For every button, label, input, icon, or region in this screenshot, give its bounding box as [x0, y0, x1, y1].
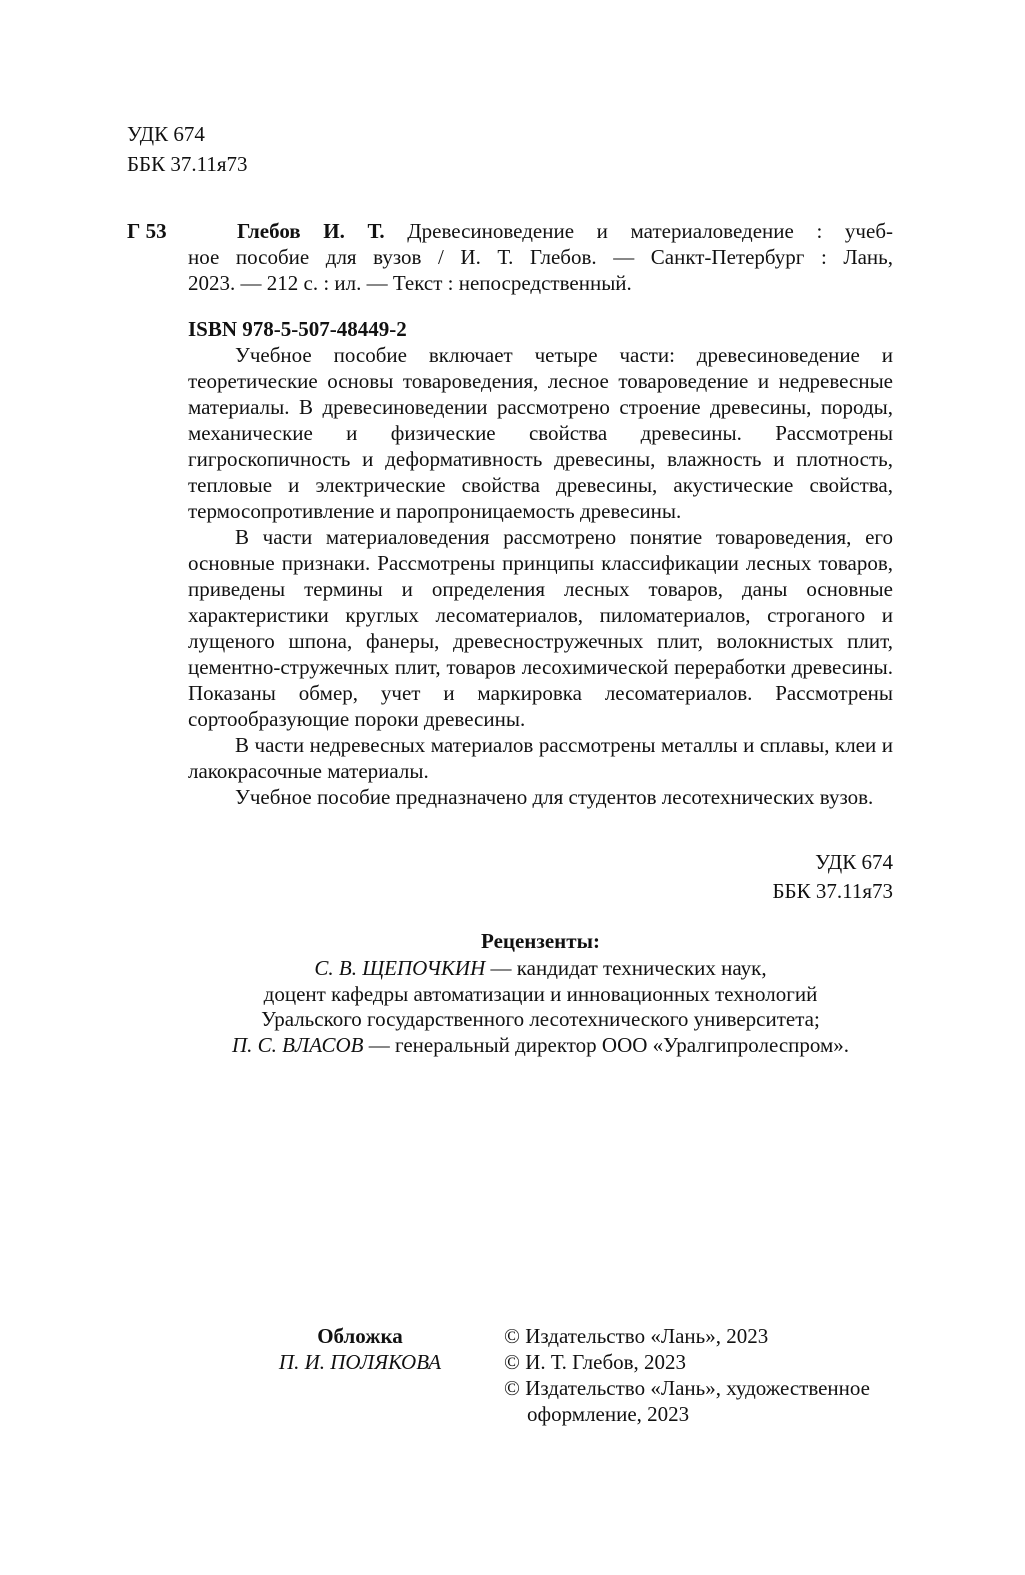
- bib-title: Древесиноведение и материаловедение : учеб-: [407, 219, 893, 243]
- udk-code: УДК 674: [127, 122, 205, 146]
- bib-author: Глебов И. Т.: [237, 219, 385, 243]
- isbn: ISBN 978-5-507-48449-2: [188, 317, 407, 341]
- reviewer-1-line-3: Уральского государственного лесотехнического университета;: [261, 1007, 820, 1031]
- abstract-paragraph-4: Учебное пособие предназначено для студентов лесотехнических вузов.: [235, 785, 874, 809]
- reviewer-1-role: — кандидат технических наук,: [485, 956, 767, 980]
- bbk-code-right: ББК 37.11я73: [772, 879, 893, 903]
- udk-code-right: УДК 674: [815, 850, 893, 874]
- reviewer-2-name: П. С. ВЛАСОВ: [231, 1033, 364, 1057]
- author-sign: Г 53: [127, 219, 167, 243]
- copyright-author: © И. Т. Глебов, 2023: [504, 1350, 687, 1374]
- copyright-publisher: © Издательство «Лань», 2023: [504, 1324, 769, 1348]
- abstract-paragraph-1: Учебное пособие включает четыре части: древесиноведение и теоретические основы товароведения, лесное товароведение и недревесные материалы. В древесиноведении рассмотрено строение древесины, породы, механические и физические свойства древесины. Рассмотрены гигроскопичность и деформативность древесины, влажность и плотность, тепловые и электрические свойства древесины, акустические свойства, термосопротивление и паропроницаемость древесины.: [188, 343, 893, 523]
- bib-line-1: [237, 218, 893, 244]
- abstract-paragraph-3: В части недревесных материалов рассмотрены металлы и сплавы, клеи и лакокрасочные материалы.: [188, 733, 893, 783]
- bib-line-3: 2023. — 212 с. : ил. — Текст : непосредственный.: [188, 271, 632, 295]
- bib-line-2: ное пособие для вузов / И. Т. Глебов. — Санкт-Петербург : Лань,: [188, 245, 893, 269]
- abstract: [188, 342, 893, 810]
- copyright-design-line-2: оформление, 2023: [527, 1402, 690, 1426]
- reviewer-1-line-1: [188, 955, 893, 981]
- reviewer-2-role: — генеральный директор ООО «Уралгипролеспром».: [363, 1033, 850, 1057]
- reviewers-heading: Рецензенты:: [481, 929, 600, 953]
- abstract-paragraph-2: В части материаловедения рассмотрено понятие товароведения, его основные признаки. Рассмотрены принципы классификации лесных товаров, приведены термины и определения лесных товаров, даны основные характеристики круглых лесоматериалов, пиломатериалов, строганого и лущеного шпона, фанеры, древесностружечных плит, волокнистых плит, цементно-стружечных плит, товаров лесохимической переработки древесины. Показаны обмер, учет и маркировка лесоматериалов. Рассмотрены сортообразующие пороки древесины.: [188, 525, 893, 731]
- copyright-design-line-1: © Издательство «Лань», художественное: [504, 1376, 870, 1400]
- cover-label: Обложка: [317, 1324, 403, 1348]
- cover-artist: П. И. ПОЛЯКОВА: [278, 1350, 442, 1374]
- reviewer-1-name: С. В. ЩЕПОЧКИН: [314, 956, 486, 980]
- reviewer-1-line-2: доцент кафедры автоматизации и инновационных технологий: [263, 982, 818, 1006]
- reviewer-2-line-1: [188, 1032, 893, 1058]
- bbk-code: ББК 37.11я73: [127, 152, 248, 176]
